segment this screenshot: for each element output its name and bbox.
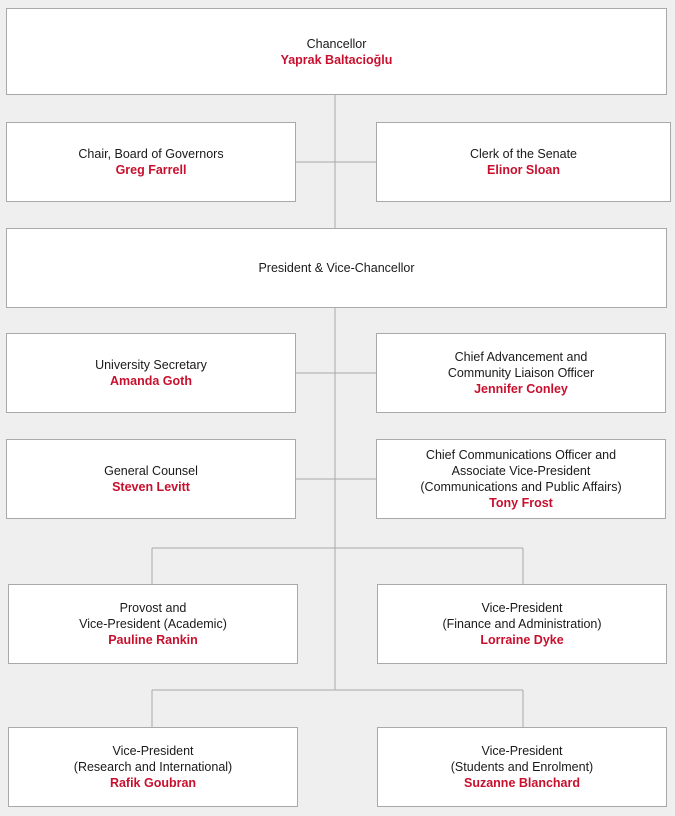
vp-research-box (8, 727, 298, 807)
president-box (6, 228, 667, 308)
clerk-senate-box (376, 122, 671, 202)
chancellor-role: Chancellor (306, 36, 367, 51)
university-secretary-role: University Secretary (95, 358, 207, 372)
vp-students-role: Vice-President (Students and Enrolment) (450, 744, 594, 774)
provost-name: Pauline Rankin (108, 633, 198, 647)
chief-advancement-role: Chief Advancement and Community Liaison Officer (447, 350, 595, 380)
vp-students-name: Suzanne Blanchard (464, 776, 580, 790)
vp-finance-name: Lorraine Dyke (480, 633, 564, 647)
chancellor-name: Yaprak Baltacioğlu (280, 52, 393, 67)
chief-advancement-box (376, 333, 666, 413)
president-role: President & Vice-Chancellor (258, 261, 415, 275)
vp-research-role: Vice-President (Research and International) (73, 744, 233, 774)
vp-finance-role: Vice-President (Finance and Administration) (442, 601, 602, 631)
general-counsel-name: Steven Levitt (112, 480, 190, 494)
general-counsel-box (6, 439, 296, 519)
chief-communications-name: Tony Frost (489, 496, 553, 510)
vp-research-name: Rafik Goubran (109, 776, 197, 790)
provost-box (8, 584, 298, 664)
vp-students-box (377, 727, 667, 807)
university-secretary-box (6, 333, 296, 413)
chief-advancement-name: Jennifer Conley (474, 382, 568, 396)
chair-board-name: Greg Farrell (115, 163, 187, 177)
chair-board-box (6, 122, 296, 202)
clerk-senate-name: Elinor Sloan (487, 163, 560, 177)
general-counsel-role: General Counsel (104, 464, 198, 478)
clerk-senate-role: Clerk of the Senate (469, 147, 577, 161)
chancellor-box (6, 8, 667, 95)
chair-board-role: Chair, Board of Governors (78, 147, 224, 161)
vp-finance-box (377, 584, 667, 664)
chief-communications-role: Chief Communications Officer and Associate Vice-President (Communications and Public Affairs) (420, 448, 622, 494)
chief-communications-box (376, 439, 666, 519)
university-secretary-name: Amanda Goth (110, 374, 192, 388)
provost-role: Provost and Vice-President (Academic) (79, 601, 227, 631)
